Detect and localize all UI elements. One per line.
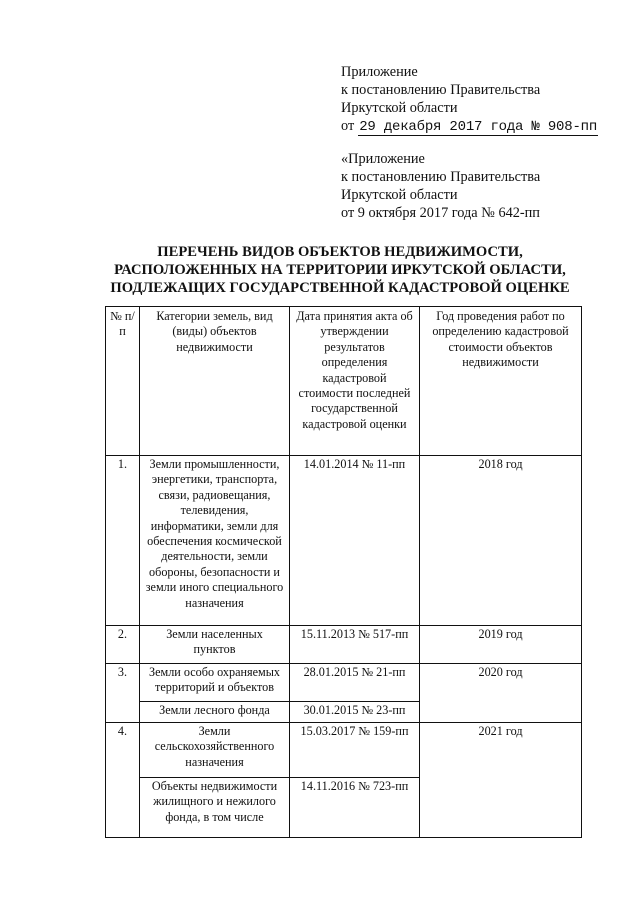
row4-category-b: Объекты недвижимости жилищного и нежилого фонда, в том числе xyxy=(140,778,290,838)
table-row xyxy=(106,626,582,664)
row1-act: 14.01.2014 № 11-пп xyxy=(290,456,420,626)
title-line-1: ПЕРЕЧЕНЬ ВИДОВ ОБЪЕКТОВ НЕДВИЖИМОСТИ, xyxy=(157,244,523,260)
header-year: Год проведения работ по определению кадастровой стоимости объектов недвижимости xyxy=(420,307,582,456)
row4-act-b: 14.11.2016 № 723-пп xyxy=(290,778,420,838)
row3-year: 2020 год xyxy=(420,664,582,723)
row2-category: Земли населенных пунктов xyxy=(140,626,290,664)
row4-category-a: Земли сельскохозяйственного назначения xyxy=(140,723,290,778)
original-appendix-line-4: от 9 октября 2017 года № 642-пп xyxy=(341,205,540,221)
appendix-date-prefix: от xyxy=(341,118,355,134)
title-line-2: РАСПОЛОЖЕННЫХ НА ТЕРРИТОРИИ ИРКУТСКОЙ ОБЛАСТИ, xyxy=(114,262,566,278)
real-estate-types-table xyxy=(105,306,582,838)
row3-act-a: 28.01.2015 № 21-пп xyxy=(290,664,420,702)
row1-num: 1. xyxy=(106,456,140,626)
row3-num: 3. xyxy=(106,664,140,723)
title-line-3: ПОДЛЕЖАЩИХ ГОСУДАРСТВЕННОЙ КАДАСТРОВОЙ ОЦЕНКЕ xyxy=(110,280,570,296)
appendix-date-line xyxy=(341,117,598,136)
row2-num: 2. xyxy=(106,626,140,664)
page-bottom-edge xyxy=(0,895,640,905)
original-appendix-header xyxy=(341,150,540,222)
row4-year: 2021 год xyxy=(420,723,582,838)
row2-year: 2019 год xyxy=(420,626,582,664)
appendix-line-2: к постановлению Правительства xyxy=(341,82,541,98)
header-category: Категории земель, вид (виды) объектов недвижимости xyxy=(140,307,290,456)
row3-act-b: 30.01.2015 № 23-пп xyxy=(290,702,420,723)
appendix-header xyxy=(341,63,598,136)
table-row xyxy=(106,664,582,702)
appendix-line-1: Приложение xyxy=(341,64,418,80)
row4-act-a: 15.03.2017 № 159-пп xyxy=(290,723,420,778)
table-row xyxy=(106,723,582,778)
header-num: № п/п xyxy=(106,307,140,456)
header-act-date: Дата принятия акта об утверждении результатов определения кадастровой стоимости последней государственной кадастровой оценки xyxy=(290,307,420,456)
row4-num: 4. xyxy=(106,723,140,838)
document-title xyxy=(50,243,630,297)
original-appendix-line-1: «Приложение xyxy=(341,151,425,167)
table-row xyxy=(106,456,582,626)
row2-act: 15.11.2013 № 517-пп xyxy=(290,626,420,664)
appendix-line-3: Иркутской области xyxy=(341,100,458,116)
row3-category-b: Земли лесного фонда xyxy=(140,702,290,723)
original-appendix-line-3: Иркутской области xyxy=(341,187,458,203)
row1-category: Земли промышленности, энергетики, транспорта, связи, радиовещания, телевидения, информатики, земли для обеспечения космической деятельности, земли обороны, безопасности и земли иного специального назначения xyxy=(140,456,290,626)
original-appendix-line-2: к постановлению Правительства xyxy=(341,169,541,185)
appendix-date-value: 29 декабря 2017 года № 908-пп xyxy=(359,119,598,135)
table-header-row xyxy=(106,307,582,456)
row1-year: 2018 год xyxy=(420,456,582,626)
row3-category-a: Земли особо охраняемых территорий и объектов xyxy=(140,664,290,702)
